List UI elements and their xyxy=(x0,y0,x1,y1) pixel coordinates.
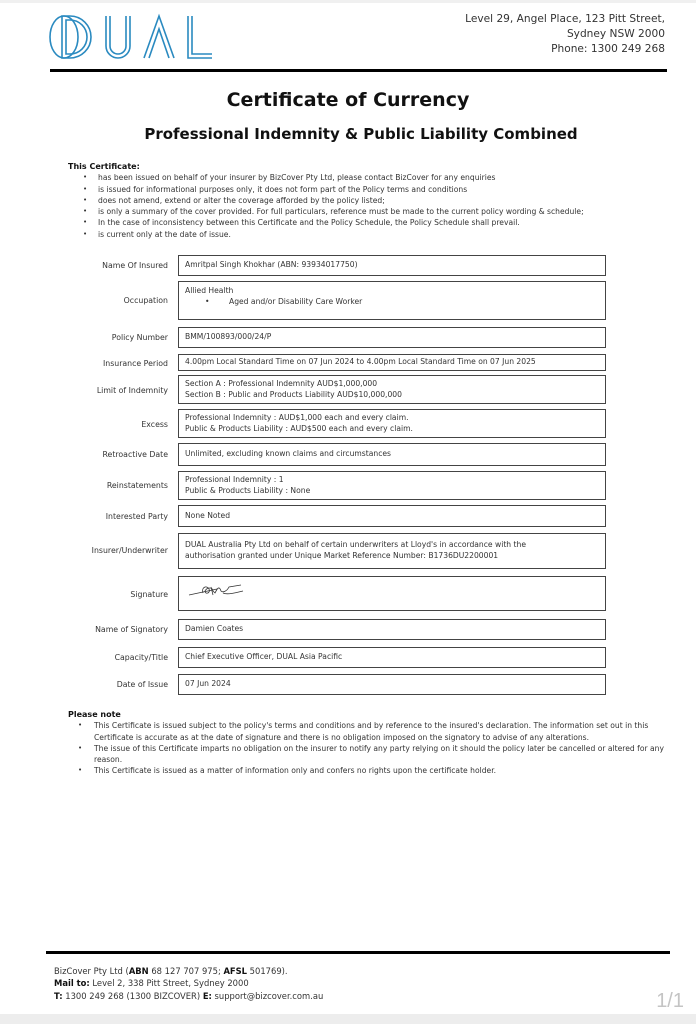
limit-section-b: Section B : Public and Products Liability AUD$10,000,000 xyxy=(185,389,402,399)
date-of-issue-text: 07 Jun 2024 xyxy=(185,679,231,688)
value-interested-party xyxy=(178,505,606,527)
label-insurer-underwriter: Insurer/Underwriter xyxy=(91,546,168,555)
value-insurance-period xyxy=(178,354,606,371)
intro-heading: This Certificate: xyxy=(68,162,140,171)
signatory-name-text: Damien Coates xyxy=(185,624,244,633)
excess-pl: Public & Products Liability : AUD$500 each and every claim. xyxy=(185,423,413,433)
intro-item: • does not amend, extend or alter the coverage afforded by the policy listed; xyxy=(68,195,668,206)
page-indicator: 1/1 xyxy=(656,990,684,1012)
footer-afsl: 501769). xyxy=(247,966,288,976)
footer-email[interactable]: support@bizcover.com.au xyxy=(211,990,324,1001)
reinstatements-pi: Professional Indemnity : 1 xyxy=(185,475,284,484)
note-item: • This Certificate is issued as a matter of information only and confers no rights upon the certificate holder. xyxy=(68,765,668,776)
policy-number-text: BMM/100893/000/24/P xyxy=(185,332,272,341)
value-signature xyxy=(178,576,606,611)
value-policy-number xyxy=(178,327,606,348)
footer-contact-line xyxy=(54,990,323,1002)
footer xyxy=(54,965,323,1002)
value-reinstatements xyxy=(178,471,606,500)
signature-image xyxy=(187,581,247,601)
header-divider xyxy=(50,69,667,72)
limit-section-a: Section A : Professional Indemnity AUD$1,000,000 xyxy=(185,379,378,388)
interested-party-text: None Noted xyxy=(185,511,231,520)
value-name-of-signatory xyxy=(178,619,606,640)
label-reinstatements: Reinstatements xyxy=(106,481,168,490)
bullet-icon: • xyxy=(205,296,210,306)
insurance-period-text: 4.00pm Local Standard Time on 07 Jun 2024 to 4.00pm Local Standard Time on 07 Jun 2025 xyxy=(185,357,536,366)
address-line-2: Sydney NSW 2000 xyxy=(566,28,665,40)
note-list xyxy=(68,720,668,776)
intro-item: • is issued for informational purposes only, it does not form part of the Policy terms and conditions xyxy=(68,184,668,195)
address-phone: Phone: 1300 249 268 xyxy=(551,43,665,55)
footer-abn: 68 127 707 975; xyxy=(148,966,224,976)
label-insurance-period: Insurance Period xyxy=(102,359,168,368)
intro-item: • is current only at the date of issue. xyxy=(68,229,668,240)
footer-divider xyxy=(46,951,670,954)
footer-company: BizCover Pty Ltd ( xyxy=(54,966,129,976)
value-excess xyxy=(178,409,606,438)
intro-list xyxy=(68,172,668,240)
value-capacity-title xyxy=(178,647,606,668)
value-occupation xyxy=(178,281,606,320)
please-note-section xyxy=(68,709,668,777)
insurer-line-2: authorisation granted under Unique Market Reference Number: B1736DU2200001 xyxy=(185,550,499,560)
viewer-top-bar xyxy=(0,0,696,3)
note-item: • This Certificate is issued subject to the policy's terms and conditions and by reference to the insured's declaration. The information set out in this Certificate is accurate as at the date of signature and there is no obligation imposed on the signatory to advise of any alterations. xyxy=(68,720,668,743)
certificate-intro xyxy=(68,161,668,240)
intro-item: • In the case of inconsistency between this Certificate and the Policy Schedule, the Policy Schedule shall prevail. xyxy=(68,217,668,228)
footer-phone-label: T: xyxy=(54,990,63,1001)
retroactive-date-text: Unlimited, excluding known claims and circumstances xyxy=(185,449,392,458)
footer-afsl-label: AFSL xyxy=(223,966,248,976)
label-name-of-insured: Name Of Insured xyxy=(102,261,168,270)
footer-mail-label: Mail to: xyxy=(54,978,90,989)
occupation-item xyxy=(185,297,599,308)
value-limit-of-indemnity xyxy=(178,375,606,404)
address-line-1: Level 29, Angel Place, 123 Pitt Street, xyxy=(465,13,665,25)
label-date-of-issue: Date of Issue xyxy=(116,680,168,689)
label-signature: Signature xyxy=(130,590,168,599)
footer-company-line xyxy=(54,965,323,977)
insurer-line-1: DUAL Australia Pty Ltd on behalf of certain underwriters at Lloyd's in accordance with the xyxy=(185,540,526,549)
value-date-of-issue xyxy=(178,674,606,695)
intro-item: • is only a summary of the cover provided. For full particulars, reference must be made to the current policy wording & schedule; xyxy=(68,206,668,217)
footer-phone: 1300 249 268 (1300 BIZCOVER) xyxy=(62,990,203,1001)
label-excess: Excess xyxy=(141,420,168,429)
document-title: Certificate of Currency xyxy=(226,89,470,111)
viewer-bottom-bar xyxy=(0,1014,696,1024)
label-policy-number: Policy Number xyxy=(111,333,168,342)
value-name-of-insured xyxy=(178,255,606,276)
footer-mail: Level 2, 338 Pitt Street, Sydney 2000 xyxy=(89,978,249,989)
footer-mail-line xyxy=(54,977,323,989)
note-item: • The issue of this Certificate imparts no obligation on the insurer to notify any party relying on it should the policy later be cancelled or altered for any reason. xyxy=(68,743,668,766)
value-retroactive-date xyxy=(178,443,606,466)
footer-abn-label: ABN xyxy=(128,966,149,976)
occupation-item-text: Aged and/or Disability Care Worker xyxy=(229,296,363,306)
label-occupation: Occupation xyxy=(123,296,168,305)
note-heading: Please note xyxy=(68,710,121,719)
header-address xyxy=(465,12,665,57)
capacity-title-text: Chief Executive Officer, DUAL Asia Pacific xyxy=(185,652,343,661)
label-limit-of-indemnity: Limit of Indemnity xyxy=(96,386,168,395)
intro-item: • has been issued on behalf of your insurer by BizCover Pty Ltd, please contact BizCover for any enquiries xyxy=(68,172,668,183)
occupation-category: Allied Health xyxy=(185,286,234,295)
value-insurer-underwriter xyxy=(178,533,606,569)
reinstatements-pl: Public & Products Liability : None xyxy=(185,485,311,495)
name-of-insured-text: Amritpal Singh Khokhar (ABN: 93934017750) xyxy=(185,260,358,269)
label-interested-party: Interested Party xyxy=(105,512,168,521)
excess-pi: Professional Indemnity : AUD$1,000 each and every claim. xyxy=(185,413,409,422)
document-subtitle: Professional Indemnity & Public Liability Combined xyxy=(144,125,578,143)
label-retroactive-date: Retroactive Date xyxy=(102,450,168,459)
footer-email-label: E: xyxy=(202,990,212,1001)
label-capacity-title: Capacity/Title xyxy=(114,653,168,662)
dual-logo xyxy=(48,12,213,62)
label-name-of-signatory: Name of Signatory xyxy=(95,625,168,634)
